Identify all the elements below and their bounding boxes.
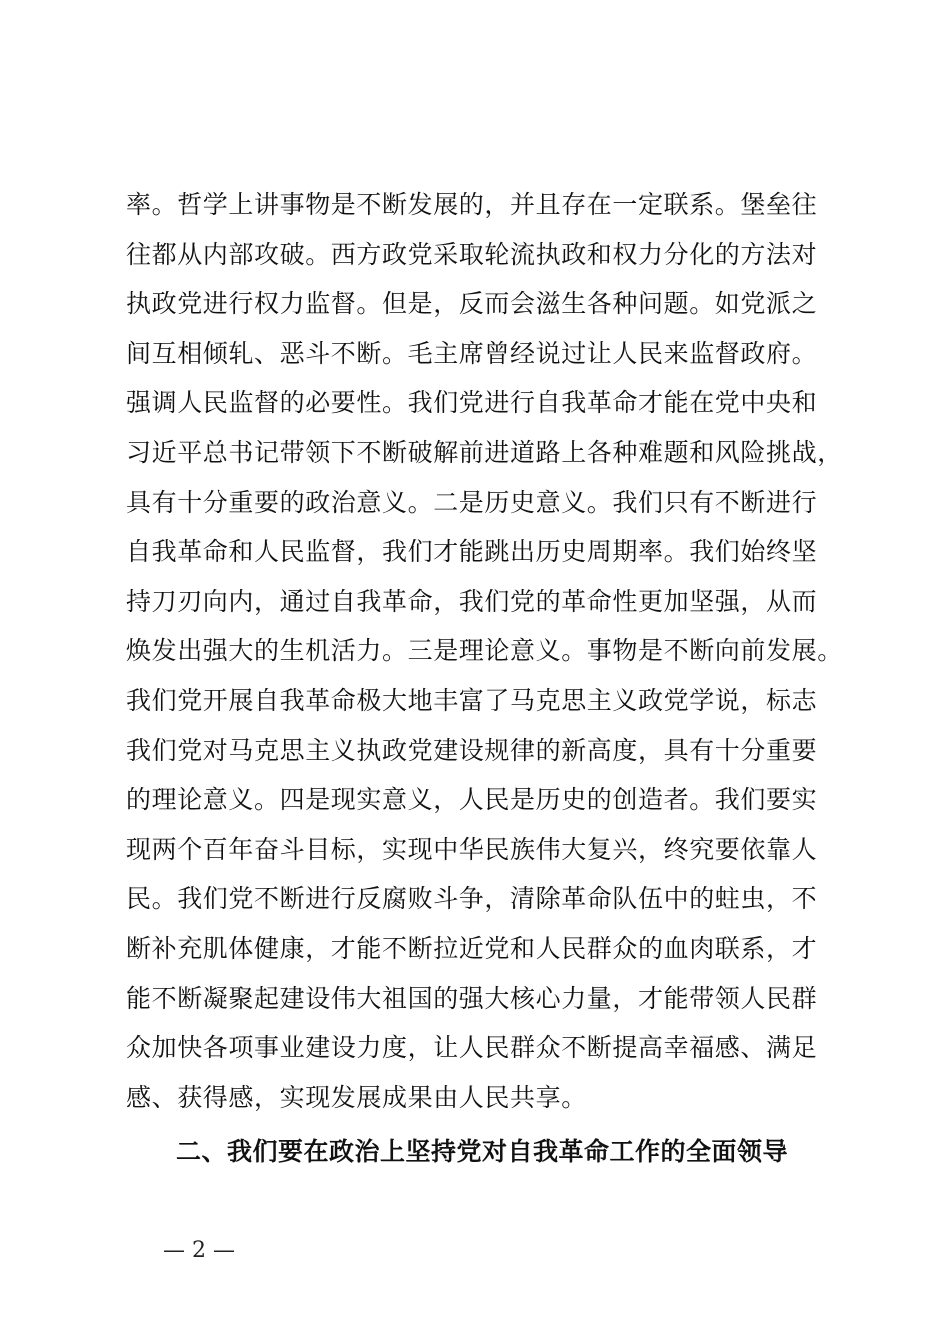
text-line: 间互相倾轧、恶斗不断。毛主席曾经说过让人民来监督政府。 xyxy=(126,338,818,368)
text-line: 习近平总书记带领下不断破解前进道路上各种难题和风险挑战， xyxy=(126,437,843,467)
text-line: 我们党对马克思主义执政党建设规律的新高度，具有十分重要 xyxy=(126,735,818,765)
section-heading: 二、我们要在政治上坚持党对自我革命工作的全面领导 xyxy=(176,1137,789,1166)
text-line: 众加快各项事业建设力度，让人民群众不断提高幸福感、满足 xyxy=(126,1033,818,1063)
text-line: 持刀刃向内，通过自我革命，我们党的革命性更加坚强，从而 xyxy=(126,586,818,616)
text-line: 具有十分重要的政治意义。二是历史意义。我们只有不断进行 xyxy=(126,487,818,517)
text-line: 能不断凝聚起建设伟大祖国的强大核心力量，才能带领人民群 xyxy=(126,983,818,1013)
text-line: 的理论意义。四是现实意义，人民是历史的创造者。我们要实 xyxy=(126,785,818,815)
text-line: 民。我们党不断进行反腐败斗争，清除革命队伍中的蛀虫，不 xyxy=(126,884,818,914)
page-number: — 2 — xyxy=(163,1238,235,1263)
text-line: 感、获得感，实现发展成果由人民共享。 xyxy=(126,1082,587,1112)
text-line: 我们党开展自我革命极大地丰富了马克思主义政党学说，标志 xyxy=(126,685,818,715)
text-line: 执政党进行权力监督。但是，反而会滋生各种问题。如党派之 xyxy=(126,289,818,319)
body-paragraph xyxy=(126,180,856,1122)
text-line: 焕发出强大的生机活力。三是理论意义。事物是不断向前发展。 xyxy=(126,636,843,666)
text-line: 往都从内部攻破。西方政党采取轮流执政和权力分化的方法对 xyxy=(126,239,818,269)
text-line: 强调人民监督的必要性。我们党进行自我革命才能在党中央和 xyxy=(126,388,818,418)
text-line: 现两个百年奋斗目标，实现中华民族伟大复兴，终究要依靠人 xyxy=(126,834,818,864)
text-line: 断补充肌体健康，才能不断拉近党和人民群众的血肉联系，才 xyxy=(126,933,818,963)
text-line: 率。哲学上讲事物是不断发展的，并且存在一定联系。堡垒往 xyxy=(126,190,818,219)
text-line: 自我革命和人民监督，我们才能跳出历史周期率。我们始终坚 xyxy=(126,537,818,567)
